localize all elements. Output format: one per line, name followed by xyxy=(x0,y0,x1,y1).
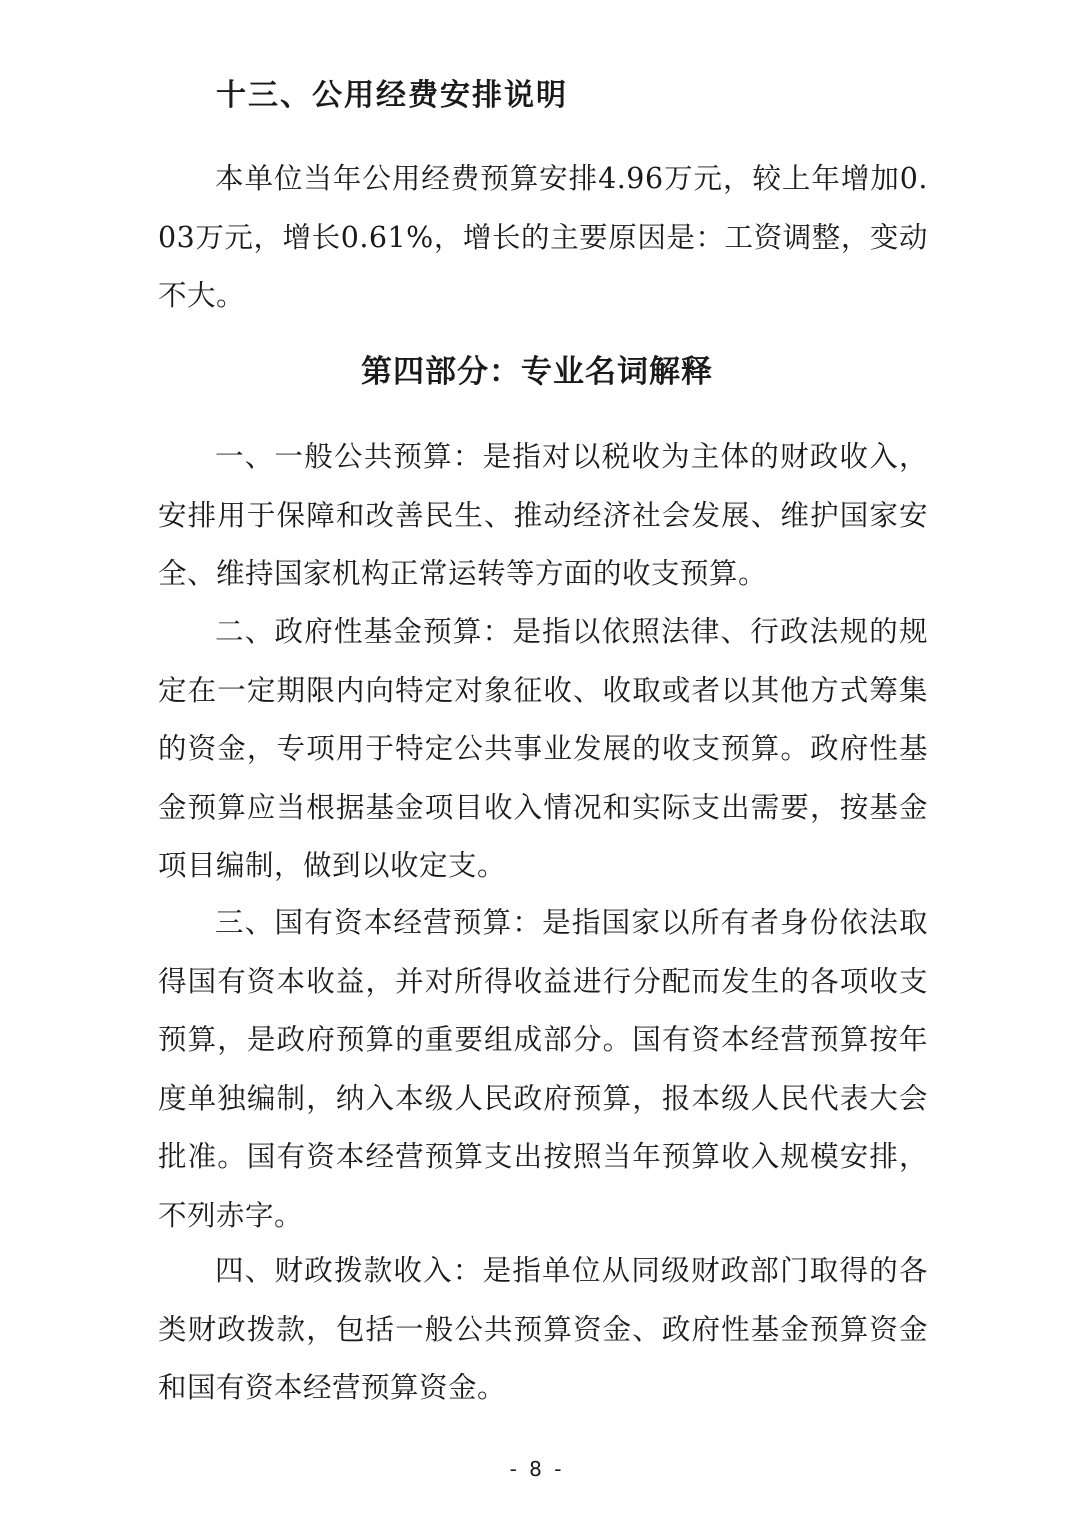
page-number: - 8 - xyxy=(509,1457,565,1481)
section-title: 十三、公用经费安排说明 xyxy=(216,78,568,113)
part-title: 第四部分：专业名词解释 xyxy=(361,354,713,390)
public-expense-paragraph: 本单位当年公用经费预算安排4.96万元，较上年增加0.03万元，增长0.61%，增长的主要原因是：工资调整，变动不大。 xyxy=(158,162,928,312)
definition-general-public-budget: 一、一般公共预算：是指对以税收为主体的财政收入，安排用于保障和改善民生、推动经济社会发展、维护国家安全、维持国家机构正常运转等方面的收支预算。 xyxy=(158,440,928,590)
definition-state-capital-budget: 三、国有资本经营预算：是指国家以所有者身份依法取得国有资本收益，并对所得收益进行分配而发生的各项收支预算，是政府预算的重要组成部分。国有资本经营预算按年度单独编制，纳入本级人民政府预算，报本级人民代表大会批准。国有资本经营预算支出按照当年预算收入规模安排，不列赤字。 xyxy=(158,906,928,1232)
definition-fiscal-appropriation-income: 四、财政拨款收入：是指单位从同级财政部门取得的各类财政拨款，包括一般公共预算资金、政府性基金预算资金和国有资本经营预算资金。 xyxy=(158,1254,928,1404)
definition-government-fund-budget: 二、政府性基金预算：是指以依照法律、行政法规的规定在一定期限内向特定对象征收、收取或者以其他方式筹集的资金，专项用于特定公共事业发展的收支预算。政府性基金预算应当根据基金项目收入情况和实际支出需要，按基金项目编制，做到以收定支。 xyxy=(158,615,928,882)
